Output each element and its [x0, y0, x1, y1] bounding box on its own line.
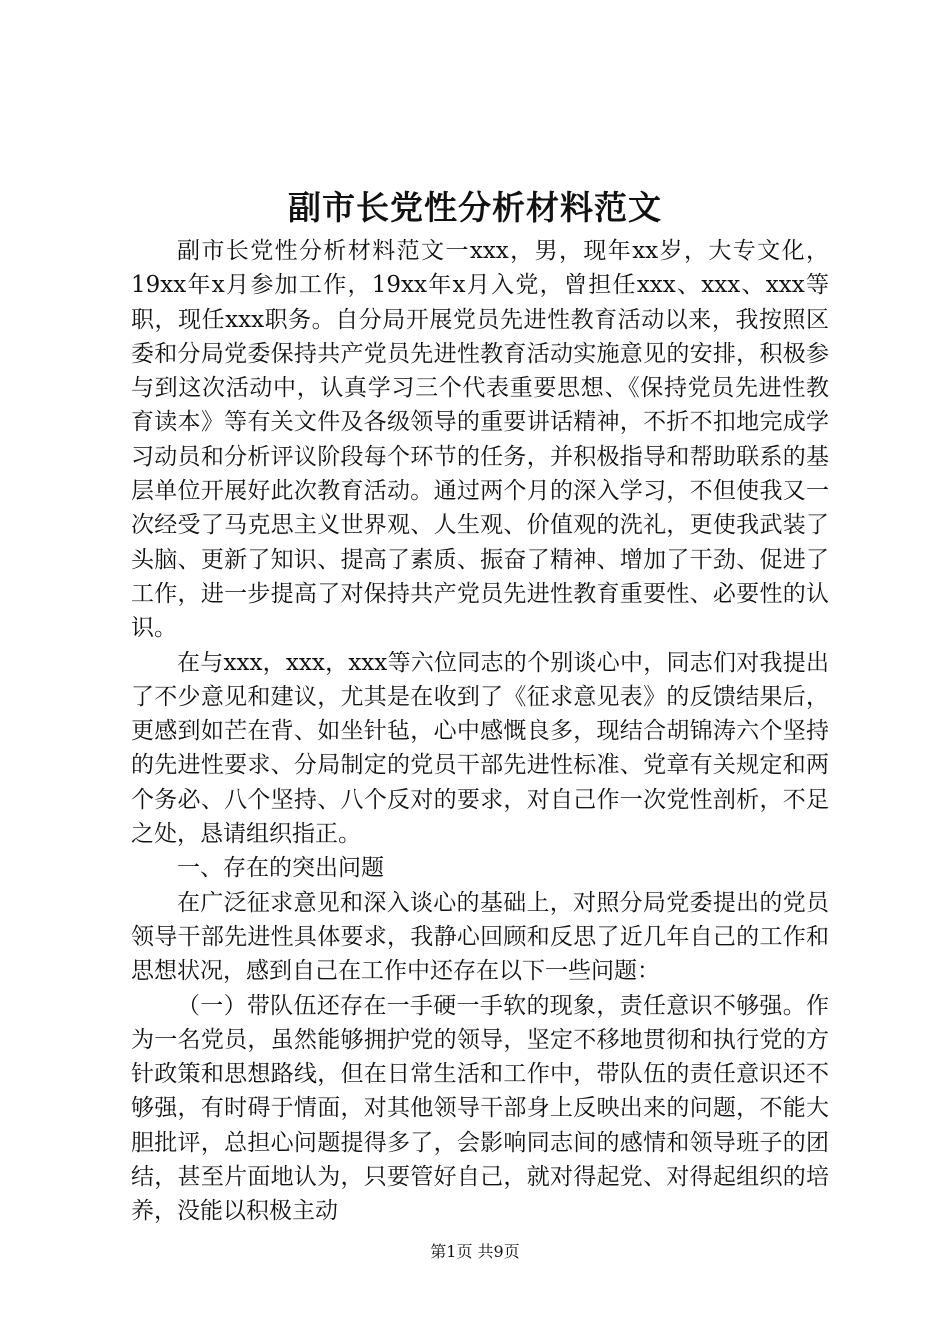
document-title: 副市长党性分析材料范文	[288, 188, 662, 227]
paragraph: 副市长党性分析材料范文一xxx，男，现年xx岁，大专文化，19xx年x月参加工作，19xx年x月入党，曾担任xxx、xxx、xxx等职，现任xxx职务。自分局开展党员先进性教育活动以来，我按照区委和分局党委保持共产党员先进性教育活动实施意见的安排，积极参与到这次活动中，认真学习三个代表重要思想、《保持党员先进性教育读本》等有关文件及各级领导的重要讲话精神，不折不扣地完成学习动员和分析评议阶段每个环节的任务，并积极指导和帮助联系的基层单位开展好此次教育活动。通过两个月的深入学习，不但使我又一次经受了马克思主义世界观、人生观、价值观的洗礼，更使我武装了头脑、更新了知识、提高了素质、振奋了精神、增加了干劲、促进了工作，进一步提高了对保持共产党员先进性教育重要性、必要性的认识。	[131, 238, 829, 642]
section-heading: 一、存在的突出问题	[177, 855, 384, 882]
paragraph: （一）带队伍还存在一手硬一手软的现象，责任意识不够强。作为一名党员，虽然能够拥护党的领导，坚定不移地贯彻和执行党的方针政策和思想路线，但在日常生活和工作中，带队伍的责任意识还不够强，有时碍于情面，对其他领导干部身上反映出来的问题，不能大胆批评，总担心问题提得多了，会影响同志间的感情和领导班子的团结，甚至片面地认为，只要管好自己，就对得起党、对得起组织的培养，没能以积极主动	[131, 992, 829, 1225]
paragraph: 在广泛征求意见和深入谈心的基础上，对照分局党委提出的党员领导干部先进性具体要求，我静心回顾和反思了近几年自己的工作和思想状况，感到自己在工作中还存在以下一些问题：	[131, 889, 829, 985]
page-number-footer: 第1页 共9页	[430, 1242, 520, 1261]
document-body	[131, 234, 829, 1229]
paragraph: 在与xxx，xxx，xxx等六位同志的个别谈心中，同志们对我提出了不少意见和建议，尤其是在收到了《征求意见表》的反馈结果后，更感到如芒在背、如坐针毡，心中感慨良多，现结合胡锦涛六个坚持的先进性要求、分局制定的党员干部先进性标准、党章有关规定和两个务必、八个坚持、八个反对的要求，对自己作一次党性剖析，不足之处，恳请组织指正。	[131, 649, 829, 848]
